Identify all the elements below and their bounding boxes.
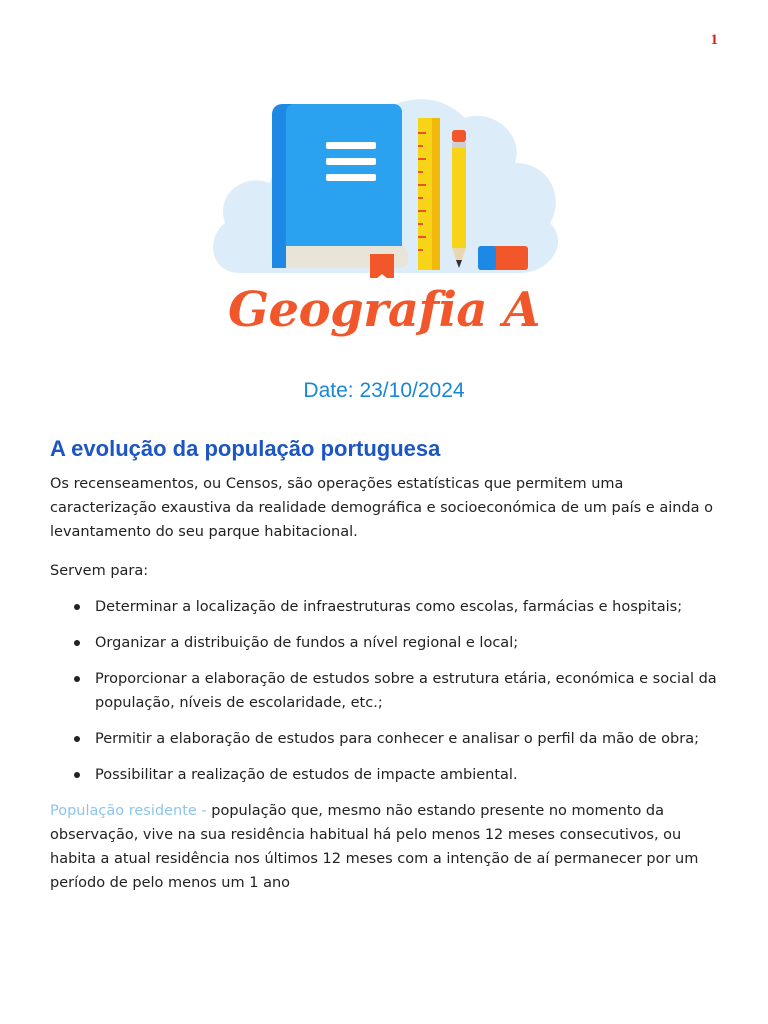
definition-term: População residente - — [50, 803, 207, 819]
list-item-text: Permitir a elaboração de estudos para conhecer e analisar o perfil da mão de obra; — [95, 731, 699, 747]
page-number: 1 — [710, 32, 718, 48]
list-item — [50, 631, 718, 655]
book-icon — [272, 104, 408, 278]
list-item — [50, 667, 718, 715]
bullet-icon — [74, 772, 80, 778]
list-item — [50, 763, 718, 787]
bullet-icon — [74, 640, 80, 646]
notes-content — [50, 436, 718, 895]
serve-label: Servem para: — [50, 563, 149, 579]
eraser-icon — [478, 246, 528, 270]
subject-title: Geografia A — [228, 282, 540, 338]
definition-paragraph — [50, 799, 718, 895]
document-date: Date: 23/10/2024 — [303, 379, 465, 402]
list-item-text: Possibilitar a realização de estudos de impacte ambiental. — [95, 767, 518, 783]
list-item — [50, 727, 718, 751]
definition-text: população que, mesmo não estando presente no momento da observação, vive na sua residência habitual há pelo menos 12 meses consecutivos, ou habita a atual residência nos últimos 12 meses com a intenção de aí permanecer por um período de pelo menos um 1 ano — [50, 803, 699, 891]
section-heading: A evolução da população portuguesa — [50, 436, 441, 461]
bullet-icon — [74, 676, 80, 682]
list-item-text: Proporcionar a elaboração de estudos sobre a estrutura etária, económica e social da população, níveis de escolaridade, etc.; — [95, 671, 717, 711]
header-illustration — [200, 78, 570, 278]
list-item-text: Organizar a distribuição de fundos a nível regional e local; — [95, 635, 519, 651]
bullet-icon — [74, 736, 80, 742]
intro-paragraph: Os recenseamentos, ou Censos, são operações estatísticas que permitem uma caracterização exaustiva da realidade demográfica e socioeconómica de um país e ainda o levantamento do seu parque habitacional. — [50, 476, 713, 540]
list-item — [50, 595, 718, 619]
list-item-text: Determinar a localização de infraestruturas como escolas, farmácias e hospitais; — [95, 599, 683, 615]
bullet-icon — [74, 604, 80, 610]
purpose-list — [50, 595, 718, 787]
ruler-icon — [418, 118, 440, 270]
pencil-icon — [452, 130, 466, 268]
